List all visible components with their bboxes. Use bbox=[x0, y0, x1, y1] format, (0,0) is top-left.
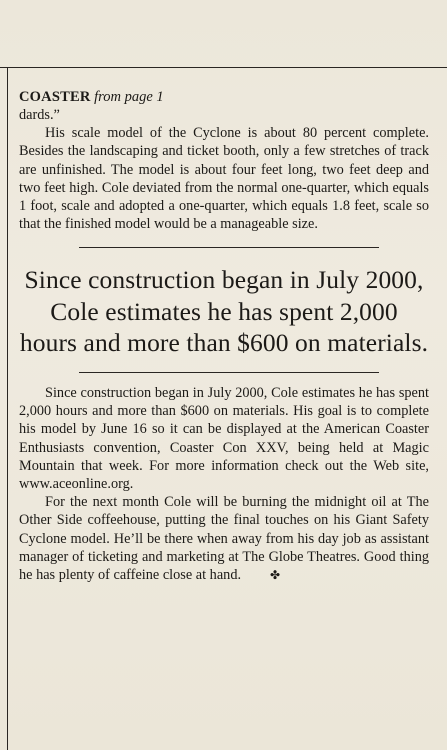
jump-kicker: COASTER bbox=[19, 89, 91, 105]
paragraph-scale-model: His scale model of the Cyclone is about 80 percent complete. Besides the landscaping and ticket booth, only a few stretches of track are unfinished. The model is about four feet long, two feet deep and two feet high. Cole deviated from the normal one-quarter, which equals 1 foot, scale and adopted a one-quarter, which equals 1.8 feet, scale so that the finished model would be a manageable size. bbox=[19, 125, 429, 233]
jump-from: from page 1 bbox=[94, 89, 164, 105]
paragraph-construction: Since construction began in July 2000, Cole estimates he has spent 2,000 hours and more than $600 on materials. His goal is to complete his model by June 16 so it can be displayed at the American Coaster Enthusiasts convention, Coaster Con XXV, being held at Magic Mountain that week. For more information check out the Web site, www.aceonline.org. bbox=[19, 384, 429, 492]
article-column bbox=[19, 88, 429, 584]
pull-quote-rule-bottom bbox=[79, 372, 379, 373]
column-rule bbox=[7, 68, 8, 750]
paragraph-continuation: dards.” bbox=[19, 107, 60, 123]
pull-quote-rule-top bbox=[79, 247, 379, 248]
end-mark-icon: ✤ bbox=[270, 567, 281, 582]
pull-quote: Since construction began in July 2000, Cole estimates he has spent 2,000 hours and more than $600 on materials. bbox=[19, 265, 429, 358]
paragraph-next-month-text: For the next month Cole will be burning the midnight oil at The Other Side coffeehouse, putting the final touches on his Giant Safety Cyclone model. He’ll be there when away from his day job as assistant manager of ticketing and marketing at The Globe Theatres. Good thing he has plenty of caffeine close at hand. bbox=[19, 494, 429, 583]
top-rule bbox=[0, 67, 447, 68]
paragraph-next-month bbox=[19, 493, 429, 584]
jump-head bbox=[19, 88, 429, 106]
